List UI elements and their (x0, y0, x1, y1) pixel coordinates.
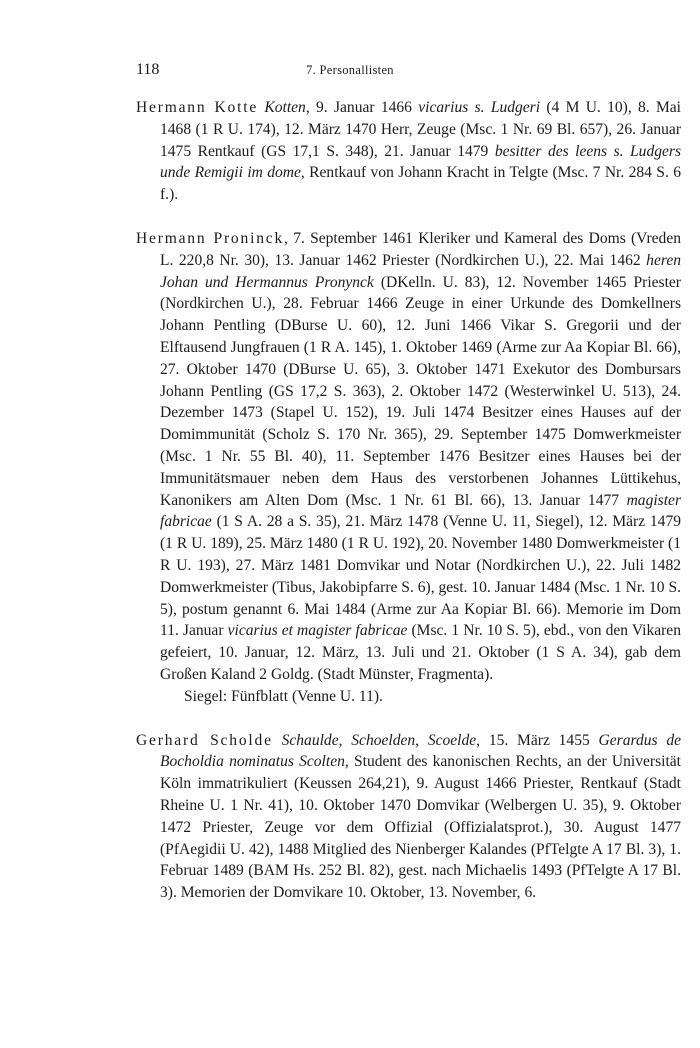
person-entry (136, 730, 681, 904)
italic-text: Schaulde, Schoelden, Scoelde (281, 731, 477, 749)
entry-list (136, 97, 681, 926)
body-text: , 15. März 1455 (476, 731, 599, 749)
body-text: (Msc. 1 Nr. 10 S. 5), ebd., von den Vikaren gefeiert, 10. Januar, 12. März, 13. Juli und 21. Oktober (1 S A. 34), gab dem Großen Kaland 2 Goldg. (Stadt Münster, Fragmenta). (160, 622, 681, 683)
body-text: , 7. September 1461 Kleriker und Kameral des Doms (Vreden L. 220,8 Nr. 30), 13. Januar 1462 Priester (Nordkirchen U.), 22. Mai 1462 (160, 229, 681, 269)
italic-text: vicarius et magister fabricae (227, 622, 408, 640)
person-name: Hermann Proninck (136, 229, 285, 247)
running-head (0, 61, 700, 83)
person-entry (136, 228, 681, 708)
italic-text: vicarius s. Ludgeri (418, 99, 541, 116)
page-number: 118 (136, 61, 160, 78)
person-entry (136, 97, 681, 206)
italic-text: besitter des leens s. Ludgers unde Remigii im dome (160, 142, 681, 182)
body-text: (DKelln. U. 83), 12. November 1465 Priester (Nordkirchen U.), 28. Februar 1466 Zeuge in einer Urkunde des Domkellners Johann Pentling (DBurse U. 60), 12. Juni 1466 Vikar S. Gregorii und der Elftausend Jungfrauen (1 R A. 145), 1. Oktober 1469 (Arme zur Aa Kopiar Bl. 66), 27. Oktober 1470 (DBurse U. 65), 3. Oktober 1471 Exekutor des Dombursars Johann Pentling (GS 17,2 S. 363), 2. Oktober 1472 (Westerwinkel U. 513), 24. Dezember 1473 (Stapel U. 152), 19. Juli 1474 Besitzer eines Hauses auf der Domimmunität (Scholz S. 170 Nr. 365), 29. September 1475 Domwerkmeister (Msc. 1 Nr. 55 Bl. 40), 11. September 1476 Besitzer eines Hauses bei der Immunitätsmauer neben dem Haus des verstorbenen Johannes Lüttikehus, Kanonikers am Alten Dom (Msc. 1 Nr. 61 Bl. 66), 13. Januar 1477 (160, 273, 681, 509)
italic-text: magister fabricae (160, 491, 681, 531)
italic-text: Kotten (264, 99, 306, 116)
italic-text: Gerardus de Bocholdia nominatus Scolten (160, 731, 682, 771)
body-text: (4 M U. 10), 8. Mai 1468 (1 R U. 174), 12. März 1470 Herr, Zeuge (Msc. 1 Nr. 69 Bl. 657), 26. Januar 1475 Rentkauf (GS 17,1 S. 348), 21. Januar 1479 (160, 99, 681, 160)
person-name: Hermann Kotte (136, 99, 259, 116)
running-title: 7. Personallisten (306, 63, 394, 77)
seal-note: Siegel: Fünfblatt (Venne U. 11). (184, 687, 383, 705)
italic-text: heren Johan und Hermannus Pronynck (160, 251, 681, 291)
body-text: , 9. Januar 1466 (305, 99, 419, 116)
body-text: (1 S A. 28 a S. 35), 21. März 1478 (Venne U. 11, Siegel), 12. März 1479 (1 R U. 189), 25. März 1480 (1 R U. 192), 20. November 1480 Domwerkmeister (1 R U. 193), 27. März 1481 Domvikar und Notar (Nordkirchen U.), 22. Juli 1482 Domwerkmeister (Tibus, Jakobipfarre S. 6), gest. 10. Januar 1484 (Msc. 1 Nr. 10 S. 5), postum genannt 6. Mai 1484 (Arme zur Aa Kopiar Bl. 66). Memorie im Dom 11. Januar (160, 513, 681, 640)
person-name: Gerhard Scholde (136, 731, 273, 749)
body-text: , Student des kanonischen Rechts, an der Universität Köln immatrikuliert (Keussen 264,21), 9. August 1466 Priester, Rentkauf (Stadt Rheine U. 1 Nr. 41), 10. Oktober 1470 Domvikar (Welbergen U. 35), 9. Oktober 1472 Priester, Zeuge vor dem Offizial (Offizialatsprot.), 30. August 1477 (PfAegidii U. 42), 1488 Mitglied des Nienberger Kalandes (PfTelgte A 17 Bl. 3), 1. Februar 1489 (BAM Hs. 252 Bl. 82), gest. nach Michaelis 1493 (PfTelgte A 17 Bl. 3). Memorien der Domvikare 10. Oktober, 13. November, 6. (160, 753, 681, 902)
body-text: , Rentkauf von Johann Kracht in Telgte (Msc. 7 Nr. 284 S. 6 f.). (160, 164, 681, 204)
